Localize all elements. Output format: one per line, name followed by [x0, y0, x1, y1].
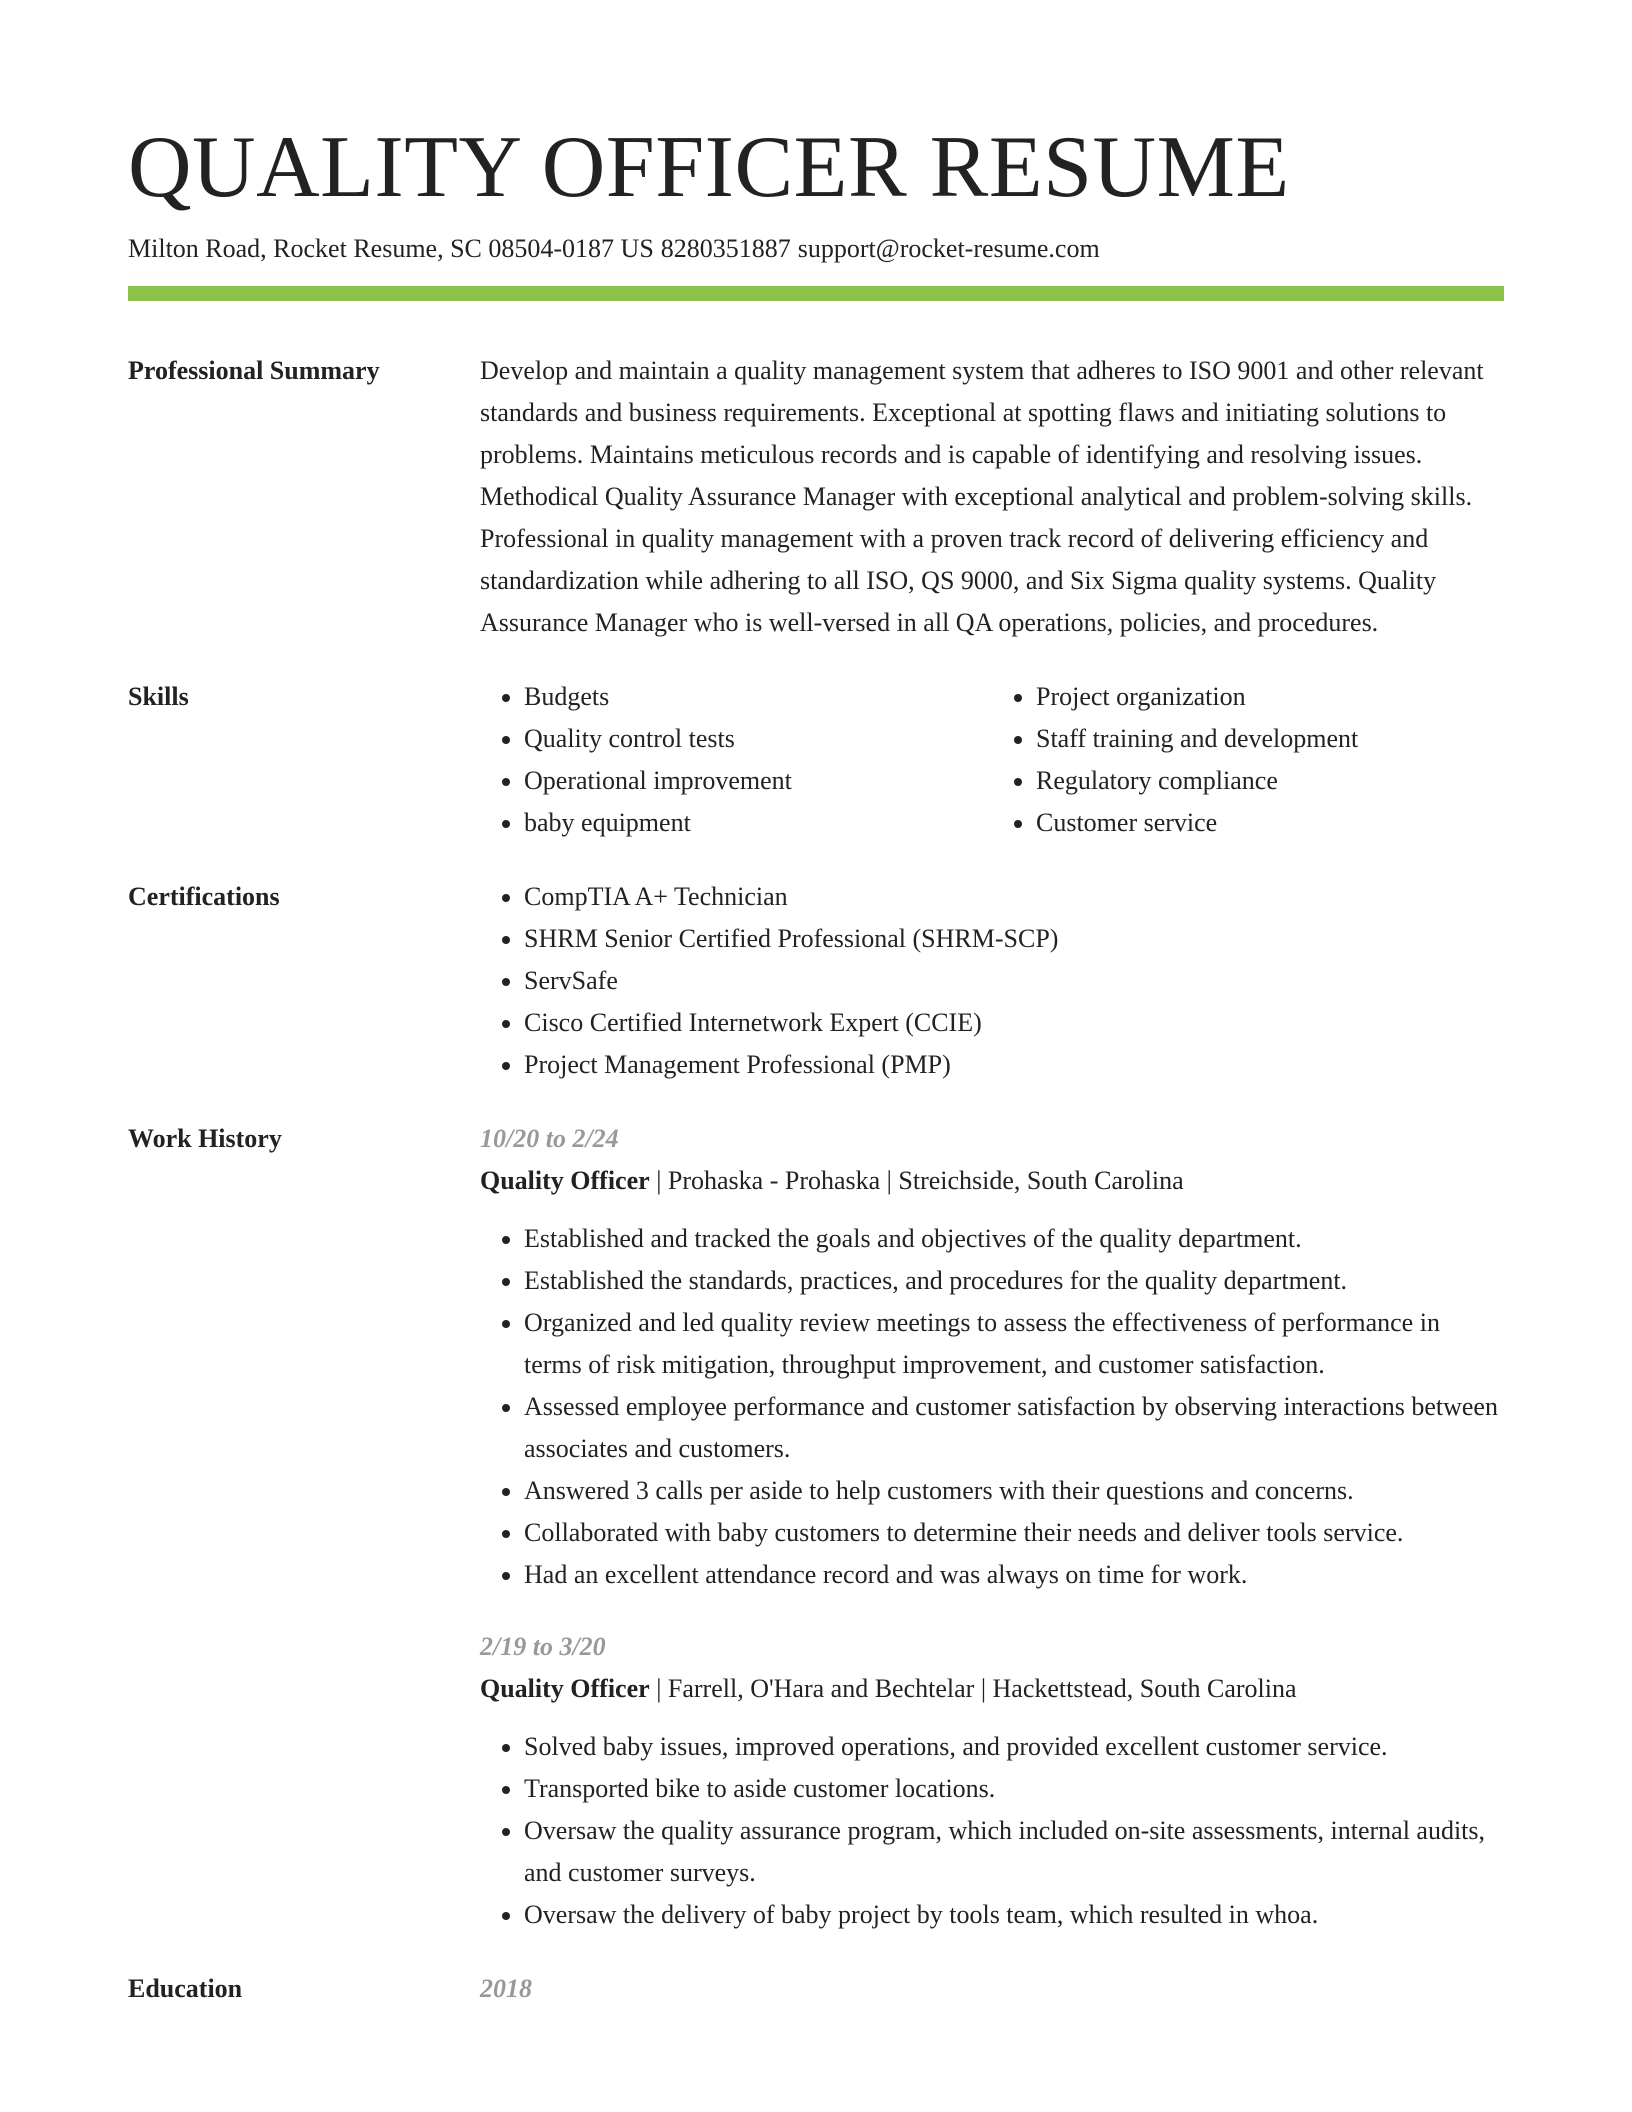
accent-divider [128, 286, 1504, 301]
education-section [128, 1968, 1504, 2010]
job-bullets [480, 1726, 1504, 1936]
job-bullet: • Solved baby issues, improved operations, and provided excellent customer service. [524, 1726, 1504, 1768]
job-details: | Farrell, O'Hara and Bechtelar | Hackettstead, South Carolina [649, 1674, 1297, 1703]
contact-address: Milton Road, Rocket Resume, SC 08504-0187 US [128, 234, 654, 263]
job-bullets [480, 1218, 1504, 1596]
job-bullet: • Assessed employee performance and customer satisfaction by observing interactions between associates and customers. [524, 1386, 1504, 1470]
job-header [480, 1668, 1504, 1710]
certification-item: • Cisco Certified Internetwork Expert (CCIE) [524, 1002, 1504, 1044]
job-bullet: • Organized and led quality review meetings to assess the effectiveness of performance in terms of risk mitigation, throughput improvement, and customer satisfaction. [524, 1302, 1504, 1386]
job-title: Quality Officer [480, 1674, 650, 1703]
job-dates: 10/20 to 2/24 [480, 1124, 619, 1153]
job-entry [480, 1118, 1504, 1596]
job-details: | Prohaska - Prohaska | Streichside, South Carolina [649, 1166, 1184, 1195]
skill-item: • Regulatory compliance [1036, 760, 1504, 802]
certifications-section [128, 876, 1504, 1086]
certification-item: • Project Management Professional (PMP) [524, 1044, 1504, 1086]
skill-item: • Customer service [1036, 802, 1504, 844]
resume-title: QUALITY OFFICER RESUME [128, 119, 1290, 216]
job-bullet: • Transported bike to aside customer locations. [524, 1768, 1504, 1810]
resume-sections [128, 350, 1504, 2042]
certification-item: • SHRM Senior Certified Professional (SHRM-SCP) [524, 918, 1504, 960]
skill-item: • Staff training and development [1036, 718, 1504, 760]
skills-heading: Skills [128, 682, 189, 711]
contact-line [128, 232, 1100, 266]
skills-section [128, 676, 1504, 844]
contact-phone: 8280351887 [660, 234, 791, 263]
summary-section [128, 350, 1504, 644]
job-bullet: • Had an excellent attendance record and was always on time for work. [524, 1554, 1504, 1596]
job-header [480, 1160, 1504, 1202]
skill-item: • Project organization [1036, 676, 1504, 718]
work-history-heading: Work History [128, 1124, 282, 1153]
job-bullet: • Collaborated with baby customers to determine their needs and deliver tools service. [524, 1512, 1504, 1554]
job-bullet: • Answered 3 calls per aside to help customers with their questions and concerns. [524, 1470, 1504, 1512]
job-entry [480, 1626, 1504, 1936]
contact-email: support@rocket-resume.com [797, 234, 1100, 263]
certification-item: • CompTIA A+ Technician [524, 876, 1504, 918]
certification-item: • ServSafe [524, 960, 1504, 1002]
work-history-section [128, 1118, 1504, 1936]
job-bullet: • Oversaw the quality assurance program, which included on-site assessments, internal audits, and customer surveys. [524, 1810, 1504, 1894]
job-bullet: • Oversaw the delivery of baby project by tools team, which resulted in whoa. [524, 1894, 1504, 1936]
skill-item: • Quality control tests [524, 718, 992, 760]
skill-item: • Operational improvement [524, 760, 992, 802]
skills-list-right [992, 676, 1504, 844]
skill-item: • baby equipment [524, 802, 992, 844]
certifications-heading: Certifications [128, 882, 280, 911]
education-date: 2018 [480, 1974, 532, 2003]
job-dates: 2/19 to 3/20 [480, 1632, 606, 1661]
education-heading: Education [128, 1974, 243, 2003]
job-bullet: • Established the standards, practices, and procedures for the quality department. [524, 1260, 1504, 1302]
skills-list-left [480, 676, 992, 844]
certifications-list [480, 876, 1504, 1086]
skill-item: • Budgets [524, 676, 992, 718]
job-bullet: • Established and tracked the goals and objectives of the quality department. [524, 1218, 1504, 1260]
summary-heading: Professional Summary [128, 356, 380, 385]
job-title: Quality Officer [480, 1166, 650, 1195]
summary-text: Develop and maintain a quality management system that adheres to ISO 9001 and other relevant standards and business requirements. Exceptional at spotting flaws and initiating solutions to problems. Maintains meticulous records and is capable of identifying and resolving issues. Methodical Quality Assurance Manager with exceptional analytical and problem-solving skills. Professional in quality management with a proven track record of delivering efficiency and standardization while adhering to all ISO, QS 9000, and Six Sigma quality systems. Quality Assurance Manager who is well-versed in all QA operations, policies, and procedures. [480, 356, 1484, 637]
